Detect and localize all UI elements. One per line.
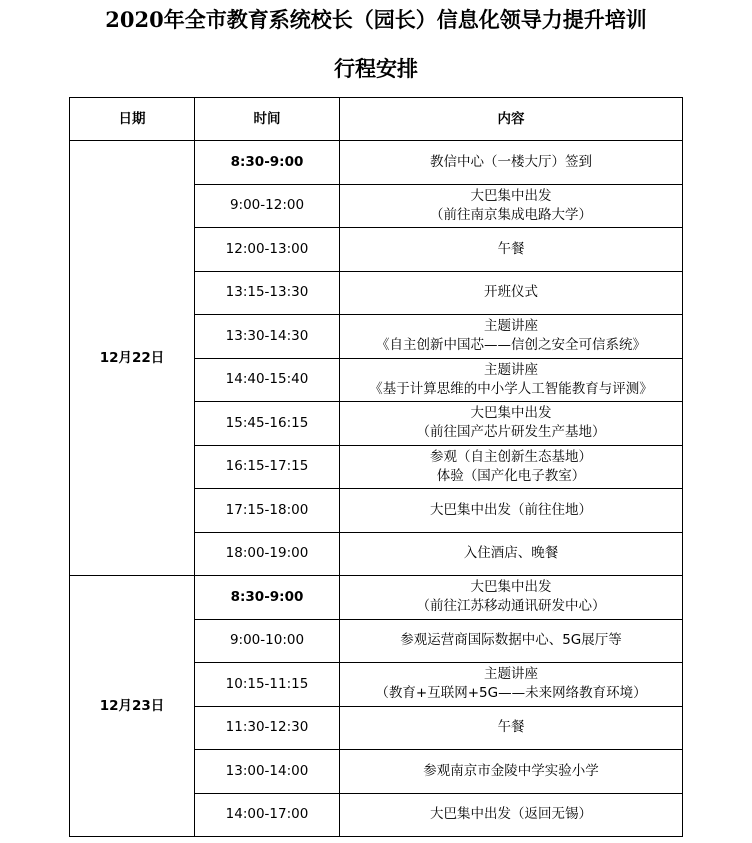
time-cell: 13:30-14:30 <box>195 315 340 359</box>
header-content: 内容 <box>340 98 683 141</box>
content-line: （前往江苏移动通讯研发中心） <box>416 598 606 615</box>
content-line: 主题讲座 <box>484 361 538 378</box>
content-line: 教信中心（一楼大厅）签到 <box>430 153 592 170</box>
content-line: 《基于计算思维的中小学人工智能教育与评测》 <box>369 380 653 397</box>
time-cell: 9:00-12:00 <box>195 184 340 228</box>
content-line: 大巴集中出发 <box>470 187 552 204</box>
schedule-row <box>70 576 683 620</box>
time-cell: 14:40-15:40 <box>195 358 340 402</box>
time-cell: 15:45-16:15 <box>195 402 340 446</box>
time-cell: 10:15-11:15 <box>195 663 340 707</box>
date-cell: 12月23日 <box>70 576 195 837</box>
time-cell: 13:15-13:30 <box>195 271 340 315</box>
time-cell: 11:30-12:30 <box>195 706 340 750</box>
content-line: 主题讲座 <box>484 666 538 683</box>
content-line: （前往国产芯片研发生产基地） <box>416 424 606 441</box>
time-cell: 14:00-17:00 <box>195 793 340 837</box>
content-line: 午餐 <box>497 719 525 736</box>
time-cell: 8:30-9:00 <box>195 141 340 185</box>
content-cell <box>340 532 683 576</box>
content-cell <box>340 793 683 837</box>
content-line: 入住酒店、晚餐 <box>463 545 559 562</box>
content-line: 《自主创新中国芯——信创之安全可信系统》 <box>376 337 646 354</box>
header-time: 时间 <box>195 98 340 141</box>
time-cell: 16:15-17:15 <box>195 445 340 489</box>
content-line: 开班仪式 <box>484 284 538 301</box>
content-cell <box>340 402 683 446</box>
content-line: 大巴集中出发（返回无锡） <box>430 806 592 823</box>
content-cell <box>340 663 683 707</box>
content-line: 大巴集中出发 <box>470 579 552 596</box>
date-cell: 12月22日 <box>70 141 195 576</box>
content-cell <box>340 619 683 663</box>
time-cell: 12:00-13:00 <box>195 228 340 272</box>
content-cell <box>340 706 683 750</box>
document-subtitle: 行程安排 <box>334 56 418 81</box>
content-cell <box>340 184 683 228</box>
content-cell <box>340 315 683 359</box>
content-line: 参观（自主创新生态基地） <box>430 448 592 465</box>
time-cell: 17:15-18:00 <box>195 489 340 533</box>
content-cell <box>340 445 683 489</box>
content-line: （教育+互联网+5G——未来网络教育环境） <box>375 685 647 702</box>
time-cell: 9:00-10:00 <box>195 619 340 663</box>
content-cell <box>340 358 683 402</box>
content-line: 参观南京市金陵中学实验小学 <box>423 762 599 779</box>
content-line: 体验（国产化电子教室） <box>436 467 586 484</box>
content-cell <box>340 489 683 533</box>
schedule-body <box>70 141 683 837</box>
schedule-table <box>69 97 683 837</box>
time-cell: 13:00-14:00 <box>195 750 340 794</box>
content-cell <box>340 141 683 185</box>
content-line: 大巴集中出发 <box>470 405 552 422</box>
content-line: （前往南京集成电路大学） <box>430 206 592 223</box>
content-line: 参观运营商国际数据中心、5G展厅等 <box>400 632 622 649</box>
time-cell: 8:30-9:00 <box>195 576 340 620</box>
document-title: 2020年全市教育系统校长（园长）信息化领导力提升培训 <box>105 7 647 32</box>
header-row <box>70 98 683 141</box>
content-cell <box>340 228 683 272</box>
content-line: 大巴集中出发（前往住地） <box>430 501 592 518</box>
time-cell: 18:00-19:00 <box>195 532 340 576</box>
content-line: 主题讲座 <box>484 318 538 335</box>
content-cell <box>340 576 683 620</box>
content-cell <box>340 271 683 315</box>
header-date: 日期 <box>70 98 195 141</box>
schedule-row <box>70 141 683 185</box>
content-line: 午餐 <box>497 240 525 257</box>
content-cell <box>340 750 683 794</box>
